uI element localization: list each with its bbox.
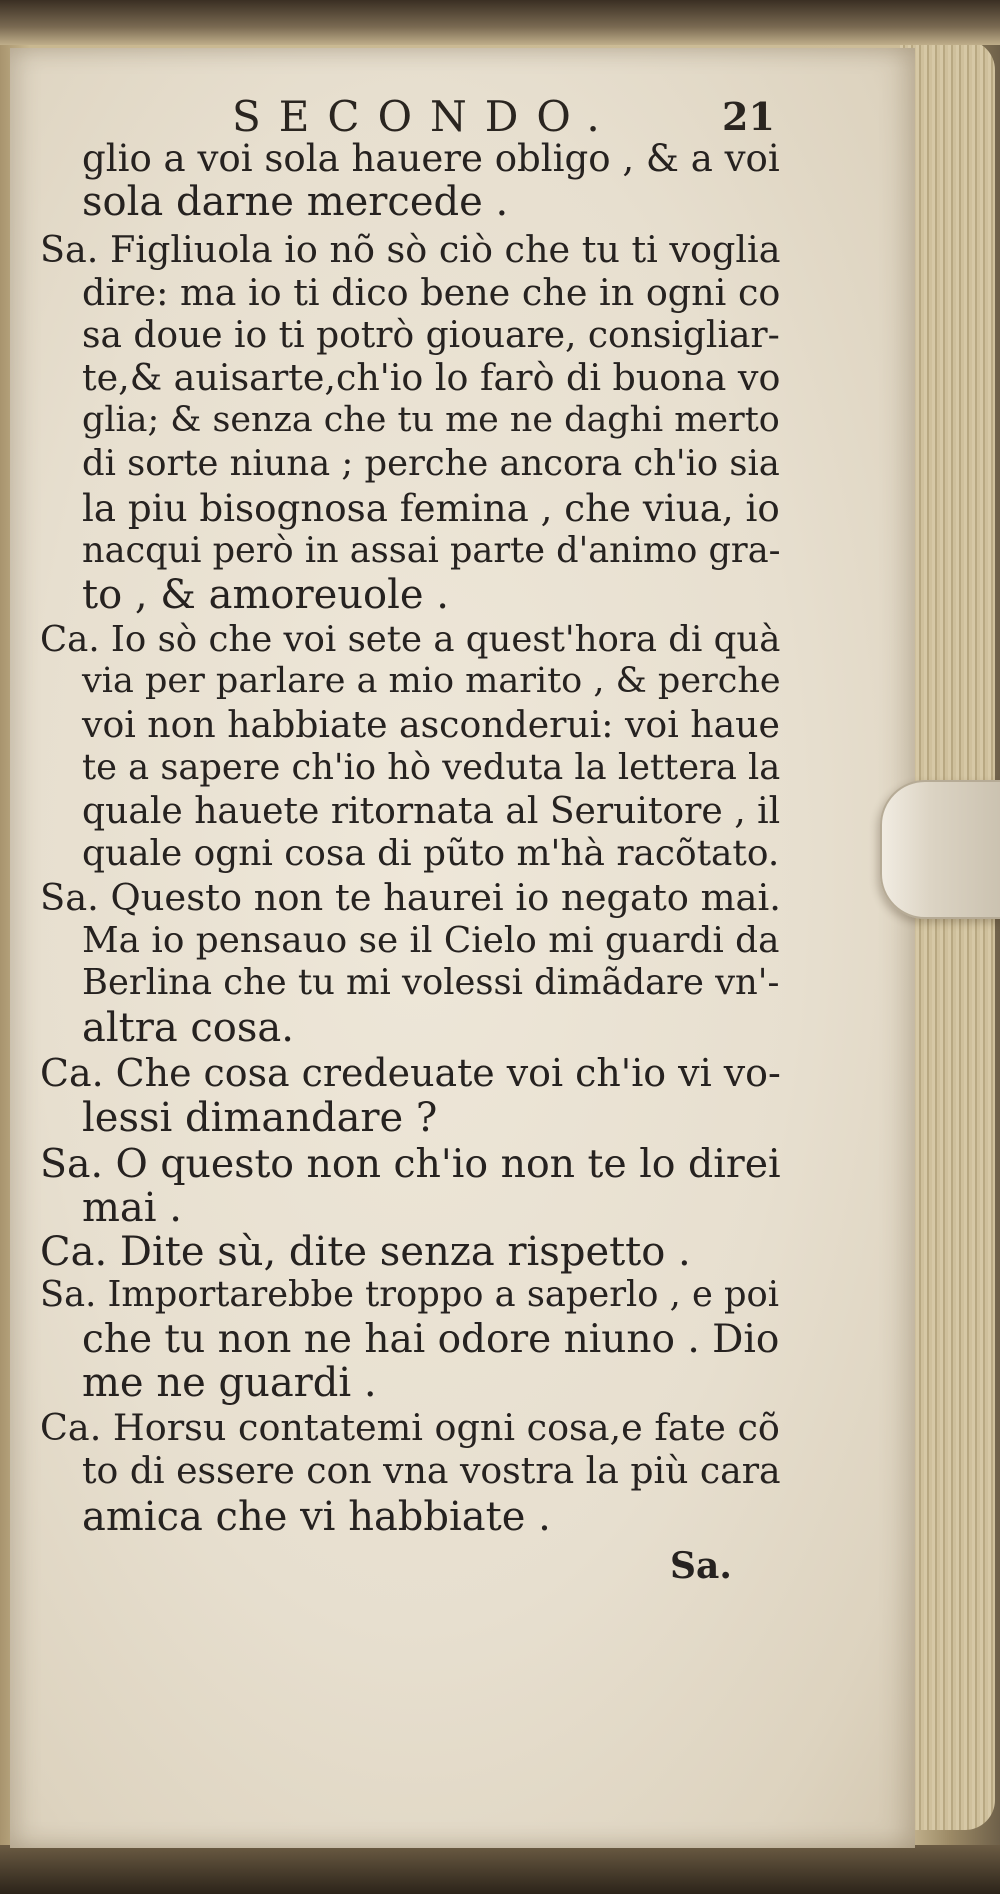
line-text: sola darne mercede . [82, 179, 509, 225]
text-line [40, 1406, 780, 1449]
speaker-label: Sa. [40, 228, 110, 271]
line-text: lessi dimandare ? [82, 1095, 438, 1141]
text-line [82, 833, 780, 874]
text-line [82, 1449, 781, 1492]
top-edge [0, 0, 1000, 45]
speaker-label: Ca. [40, 1229, 120, 1275]
line-text: O questo non ch'io non te lo direi [115, 1141, 781, 1187]
line-text: te a sapere ch'io hò veduta la lettera la [82, 747, 781, 788]
line-text: quale hauete ritornata al Seruitore , il [82, 790, 781, 832]
page-number: 21 [722, 94, 775, 139]
text-line [82, 271, 781, 314]
line-text: Dite sù, dite senza rispetto . [119, 1229, 691, 1275]
line-text: glia; & senza che tu me ne daghi merto [82, 400, 780, 440]
text-line [40, 1141, 781, 1187]
text-line [82, 179, 509, 225]
line-text: glio a voi sola hauere obligo , & a voi [82, 137, 780, 180]
text-line [82, 661, 781, 701]
speaker-label: Ca. [40, 619, 111, 660]
text-line [82, 356, 781, 399]
line-text: Io sò che voi sete a quest'hora di quà [110, 619, 781, 660]
line-text: voi non habbiate asconderui: voi haue [82, 703, 780, 746]
line-text: quale ogni cosa di pũto m'hà racõtato. [82, 833, 780, 874]
line-text: via per parlare a mio marito , & perche [82, 661, 781, 701]
line-text: to , & amoreuole . [82, 572, 450, 618]
line-text: Horsu contatemi ogni cosa,e fate cõ [112, 1406, 780, 1449]
text-line [40, 876, 781, 919]
text-line [82, 962, 780, 1003]
text-line [82, 137, 780, 180]
line-text: Importarebbe troppo a saperlo , e poi [107, 1274, 779, 1315]
text-line [40, 619, 781, 660]
speaker-label: Sa. [40, 1274, 108, 1315]
text-line [82, 1317, 780, 1362]
line-text: to di essere con vna vostra la più cara [82, 1449, 781, 1492]
text-line [40, 1051, 781, 1095]
line-text: Questo non te haurei io negato mai. [110, 876, 781, 919]
text-line [82, 1005, 294, 1051]
running-head: SECONDO. [232, 92, 618, 141]
line-text: nacqui però in assai parte d'animo gra- [82, 530, 781, 571]
speaker-label: Sa. [40, 876, 111, 919]
line-text: te,& auisarte,ch'io lo farò di buona vo [82, 356, 781, 399]
catchword: Sa. [670, 1545, 732, 1587]
text-line [82, 443, 780, 484]
text-line [82, 530, 781, 571]
text-line [82, 1360, 377, 1406]
line-text: di sorte niuna ; perche ancora ch'io sia [82, 443, 780, 484]
line-text: amica che vi habbiate . [82, 1494, 551, 1540]
line-text: Ma io pensauo se il Cielo mi guardi da [82, 920, 780, 961]
clasp-tab [880, 780, 1000, 919]
line-text: Berlina che tu mi volessi dimãdare vn'- [82, 962, 780, 1003]
text-line [82, 572, 450, 618]
speaker-label: Ca. [40, 1051, 116, 1095]
text-line [82, 790, 781, 832]
text-line [82, 1185, 182, 1231]
bottom-edge [0, 1845, 1000, 1894]
text-line [82, 1095, 438, 1141]
text-line [82, 400, 780, 440]
line-text: sa doue io ti potrò giouare, consigliar- [82, 315, 780, 356]
text-line [40, 1274, 779, 1315]
speaker-label: Sa. [40, 1141, 116, 1187]
line-text: la piu bisognosa femina , che viua, io [82, 486, 780, 530]
text-line [82, 747, 781, 788]
line-text: che tu non ne hai odore niuno . Dio [82, 1317, 780, 1362]
text-line [40, 228, 781, 271]
line-text: Che cosa credeuate voi ch'io vi vo- [115, 1051, 781, 1095]
text-line [82, 315, 780, 356]
text-line [82, 703, 780, 746]
speaker-label: Ca. [40, 1406, 113, 1449]
text-line [82, 486, 780, 530]
text-line [40, 1229, 691, 1275]
line-text: me ne guardi . [82, 1360, 377, 1406]
line-text: mai . [82, 1185, 182, 1231]
line-text: dire: ma io ti dico bene che in ogni co [82, 271, 781, 314]
line-text: altra cosa. [82, 1005, 294, 1051]
line-text: Figliuola io nõ sò ciò che tu ti voglia [109, 228, 781, 271]
text-line [82, 1494, 551, 1540]
text-line [82, 920, 780, 961]
